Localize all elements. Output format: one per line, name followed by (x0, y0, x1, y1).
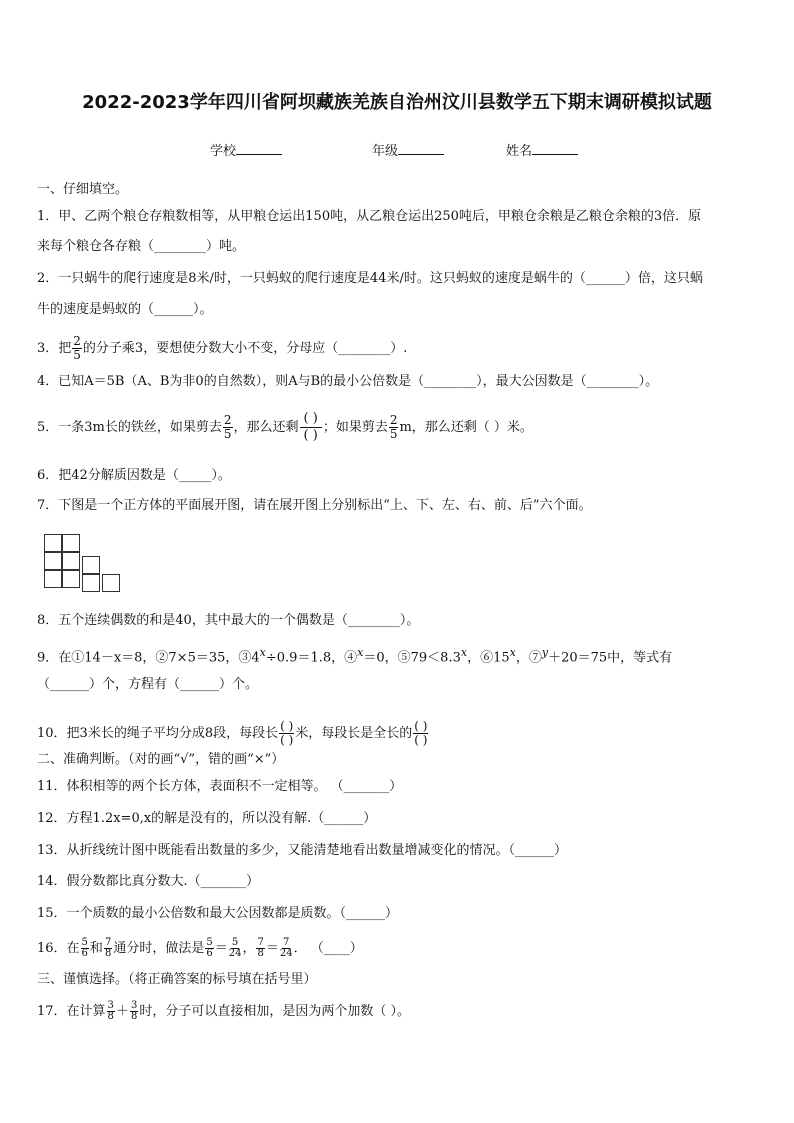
denominator-blank[interactable]: ( ) (280, 733, 294, 747)
net-square (102, 574, 120, 592)
numerator: 3 (107, 1000, 114, 1011)
q16-text: ＝ (214, 941, 228, 956)
fraction-seven-eighths (104, 938, 112, 959)
numerator: 7 (104, 937, 112, 948)
net-square (82, 556, 100, 574)
denominator-blank[interactable]: ( ) (414, 733, 428, 747)
question-15: 15．一个质数的最小公倍数和最大公因数都是质数。（______） (37, 906, 399, 921)
denominator: 8 (104, 948, 112, 959)
numerator: 2 (389, 413, 398, 427)
numerator: 5 (81, 937, 88, 948)
numerator: 5 (231, 937, 239, 948)
denominator: 8 (257, 948, 264, 959)
question-1-line-1: 1．甲、乙两个粮仓存粮数相等，从甲粮仓运出150吨，从乙粮仓运出250吨后，甲粮仓余粮是乙粮仓余粮的3倍．原 (37, 209, 702, 224)
question-8: 8．五个连续偶数的和是40，其中最大的一个偶数是（________）。 (37, 613, 420, 628)
q16-text: 16．在 (37, 941, 80, 956)
q17-text: 时，分子可以直接相加，是因为两个加数（ ）。 (139, 1004, 410, 1019)
question-16 (37, 938, 762, 959)
numerator: 2 (223, 413, 232, 427)
q9-text: ÷0.9＝1.8，④ (265, 650, 358, 666)
question-6: 6．把42分解质因数是（_____）。 (37, 468, 231, 483)
q9-text: ＋20＝75中，等式有 (548, 650, 673, 666)
fraction-three-eighths (130, 1001, 138, 1022)
school-label: 学校 (210, 144, 237, 159)
q17-text: ＋ (115, 1004, 129, 1019)
fraction-two-fifths (223, 414, 233, 441)
q16-text: ． （____） (293, 941, 363, 956)
net-square (62, 534, 80, 552)
blank-fraction[interactable] (279, 720, 294, 747)
fraction-three-eighths (107, 1001, 115, 1022)
variable-x: x (357, 646, 364, 659)
fraction-five-sixths (81, 938, 89, 959)
numerator: 2 (73, 334, 81, 348)
net-square (82, 574, 100, 592)
question-10-prefix: 10．把3米长的绳子平均分成8段，每段长 (37, 726, 279, 741)
q16-text: ＝ (265, 941, 279, 956)
net-square (44, 570, 62, 588)
section-3-heading: 三、谨慎选择。（将正确答案的标号填在括号里） (37, 972, 317, 987)
q9-text: ，⑦ (515, 650, 542, 666)
numerator-blank[interactable]: ( ) (300, 411, 322, 428)
question-5-prefix: 5．一条3m长的铁丝，如果剪去 (37, 420, 222, 435)
question-11: 11．体积相等的两个长方体，表面积不一定相等。 （_______） (37, 779, 403, 794)
question-3 (37, 335, 762, 362)
blank-fraction[interactable] (413, 720, 428, 747)
fraction-seven-eighths (256, 938, 264, 959)
fraction-five-sixths (205, 938, 213, 959)
fraction-five-24 (229, 938, 242, 959)
numerator: 7 (283, 937, 290, 948)
variable-y: y (541, 646, 549, 659)
q17-text: 17．在计算 (37, 1004, 106, 1019)
question-7: 7．下图是一个正方体的平面展开图，请在展开图上分别标出“上、下、左、右、前、后”六个面。 (37, 498, 592, 513)
denominator: 8 (107, 1011, 114, 1022)
question-5-text: ；如果剪去 (322, 420, 388, 435)
denominator: 6 (206, 948, 213, 959)
question-2-line-1: 2．一只蜗牛的爬行速度是8米/时，一只蚂蚁的爬行速度是44米/时。这只蚂蚁的速度是蜗牛的（______）倍，这只蜗 (37, 271, 703, 286)
school-blank[interactable] (236, 142, 282, 155)
net-square (62, 570, 80, 588)
question-2-line-2: 牛的速度是蚂蚁的（______）。 (37, 302, 213, 317)
numerator-blank[interactable]: ( ) (414, 719, 428, 733)
denominator: 5 (223, 427, 232, 441)
grade-field[interactable] (372, 140, 444, 159)
q9-text: ＝0，⑤79＜8.3 (363, 650, 461, 666)
question-10-text: 米，每段长是全长的 (295, 726, 413, 741)
q16-text: 通分时，做法是 (113, 941, 205, 956)
denominator: 5 (389, 427, 398, 441)
question-4: 4．已知A＝5B（A、B为非0的自然数），则A与B的最小公倍数是（________），最大公因数是（________）。 (37, 374, 659, 389)
denominator-blank[interactable]: ( ) (303, 428, 318, 443)
question-12: 12．方程1.2x=0,x的解是没有的，所以没有解.（______） (37, 811, 377, 826)
cube-net-figure (42, 534, 132, 596)
numerator: 7 (257, 937, 264, 948)
fraction-two-fifths (72, 335, 82, 362)
variable-x: x (259, 646, 266, 659)
grade-blank[interactable] (398, 142, 444, 155)
net-square (44, 552, 62, 570)
question-5-text: ，那么还剩 (233, 420, 299, 435)
question-3-prefix: 3．把 (37, 341, 72, 356)
denominator: 6 (81, 948, 88, 959)
question-13: 13．从折线统计图中既能看出数量的多少，又能清楚地看出数量增减变化的情况。（______） (37, 843, 568, 858)
question-17 (37, 1001, 762, 1022)
question-14: 14．假分数都比真分数大.（_______） (37, 874, 260, 889)
blank-fraction[interactable] (300, 411, 322, 444)
school-field[interactable] (210, 140, 282, 159)
numerator: 5 (206, 937, 213, 948)
denominator: 5 (73, 348, 81, 362)
q9-text: ，⑥15 (467, 650, 510, 666)
question-3-suffix: 的分子乘3，要想使分数大小不变，分母应（________）. (82, 341, 408, 356)
name-blank[interactable] (532, 142, 578, 155)
q16-text: 和 (89, 941, 103, 956)
question-10 (37, 720, 762, 747)
question-9-line-1 (37, 644, 762, 667)
variable-x: x (460, 646, 468, 659)
denominator: 8 (130, 1011, 138, 1022)
page-title: 2022-2023学年四川省阿坝藏族羌族自治州汶川县数学五下期末调研模拟试题 (82, 92, 712, 113)
question-5 (37, 411, 762, 444)
numerator: 3 (130, 1000, 138, 1011)
denominator: 24 (228, 948, 242, 959)
name-label: 姓名 (506, 144, 533, 159)
question-9-line-2: （______）个，方程有（______）个。 (37, 677, 259, 692)
question-1-line-2: 来每个粮仓各存粮（________）吨。 (37, 239, 246, 254)
section-1-heading: 一、仔细填空。 (37, 182, 129, 197)
denominator: 24 (279, 948, 293, 959)
name-field[interactable] (506, 140, 578, 159)
variable-x: x (509, 646, 516, 659)
q9-text: 9．在①14－x＝8，②7×5＝35，③4 (37, 650, 260, 666)
fraction-seven-24 (280, 938, 293, 959)
net-square (62, 552, 80, 570)
net-square (44, 534, 62, 552)
grade-label: 年级 (372, 144, 399, 159)
q16-text: ， (242, 941, 256, 956)
fraction-two-fifths (389, 414, 399, 441)
question-5-suffix: m，那么还剩（ ）米。 (399, 420, 533, 435)
section-2-heading: 二、准确判断。（对的画“√”，错的画“×”） (37, 752, 285, 767)
numerator-blank[interactable]: ( ) (280, 719, 294, 733)
